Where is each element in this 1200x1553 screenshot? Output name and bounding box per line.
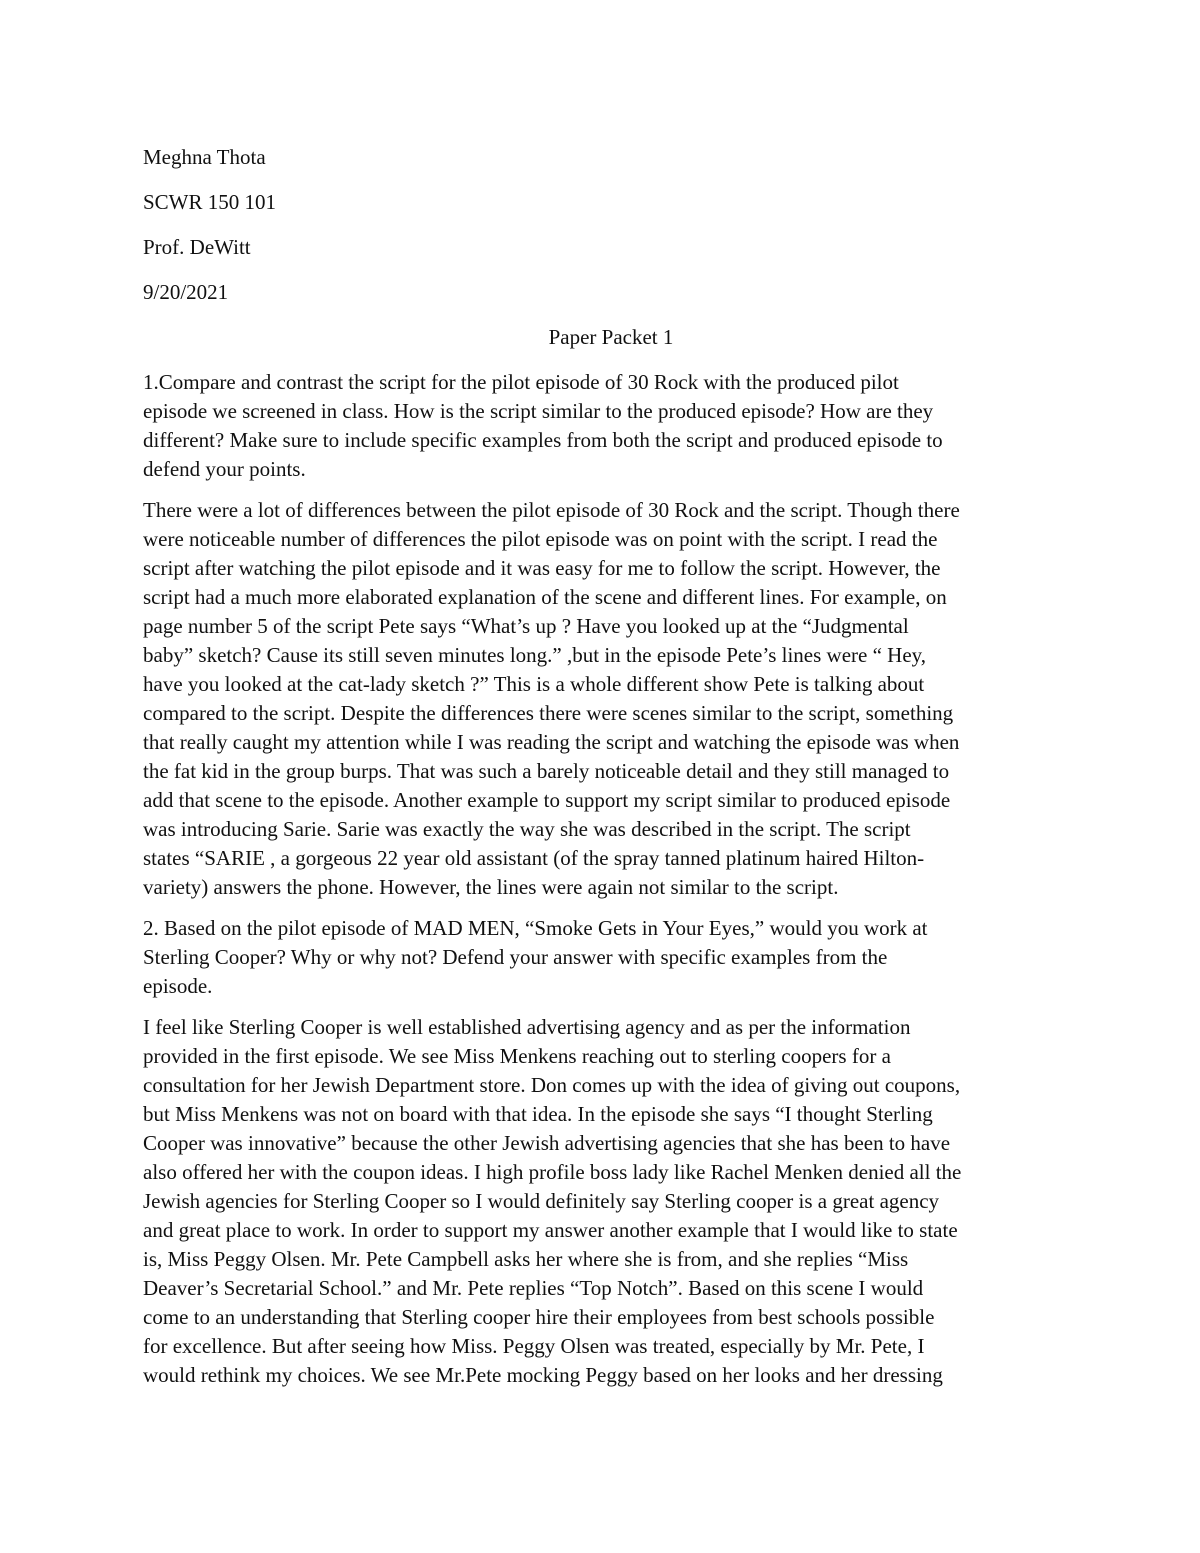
text-line: episode. — [143, 974, 213, 998]
text-line: script after watching the pilot episode and it was easy for me to follow the script. However, the — [143, 556, 941, 580]
text-line: page number 5 of the script Pete says “What’s up ? Have you looked up at the “Judgmental — [143, 614, 909, 638]
text-line: I feel like Sterling Cooper is well established advertising agency and as per the information — [143, 1015, 911, 1039]
text-line: compared to the script. Despite the differences there were scenes similar to the script, something — [143, 701, 954, 725]
text-line: was introducing Sarie. Sarie was exactly the way she was described in the script. The script — [143, 817, 911, 841]
text-line: is, Miss Peggy Olsen. Mr. Pete Campbell asks her where she is from, and she replies “Miss — [143, 1247, 909, 1271]
text-line: Cooper was innovative” because the other Jewish advertising agencies that she has been to have — [143, 1131, 951, 1155]
text-line: were noticeable number of differences the pilot episode was on point with the script. I read the — [143, 527, 938, 551]
text-line: for excellence. But after seeing how Miss. Peggy Olsen was treated, especially by Mr. Pete, I — [143, 1334, 925, 1358]
text-line: Jewish agencies for Sterling Cooper so I would definitely say Sterling cooper is a great agency — [143, 1189, 940, 1213]
question-paragraph — [143, 368, 1063, 484]
text-line: the fat kid in the group burps. That was such a barely noticeable detail and they still managed to — [143, 759, 950, 783]
text-line: consultation for her Jewish Department store. Don comes up with the idea of giving out coupons, — [143, 1073, 961, 1097]
course-code: SCWR 150 101 — [143, 190, 277, 214]
text-line: script had a much more elaborated explanation of the scene and different lines. For example, on — [143, 585, 947, 609]
text-line: episode we screened in class. How is the script similar to the produced episode? How are they — [143, 399, 934, 423]
text-line: variety) answers the phone. However, the lines were again not similar to the script. — [143, 875, 839, 899]
text-line: different? Make sure to include specific examples from both the script and produced episode to — [143, 428, 943, 452]
text-line: Sterling Cooper? Why or why not? Defend your answer with specific examples from the — [143, 945, 888, 969]
text-line: baby” sketch? Cause its still seven minutes long.” ,but in the episode Pete’s lines were “ Hey, — [143, 643, 927, 667]
text-line: have you looked at the cat-lady sketch ?” This is a whole different show Pete is talking about — [143, 672, 925, 696]
text-line: that really caught my attention while I was reading the script and watching the episode was when — [143, 730, 960, 754]
answer-paragraph — [143, 1013, 1063, 1390]
text-line: but Miss Menkens was not on board with that idea. In the episode she says “I thought Sterling — [143, 1102, 933, 1126]
text-line: There were a lot of differences between the pilot episode of 30 Rock and the script. Though there — [143, 498, 960, 522]
author-name: Meghna Thota — [143, 145, 266, 169]
document-body — [143, 368, 1063, 1402]
text-line: and great place to work. In order to support my answer another example that I would like to state — [143, 1218, 958, 1242]
text-line: would rethink my choices. We see Mr.Pete mocking Peggy based on her looks and her dressing — [143, 1363, 943, 1387]
document-date: 9/20/2021 — [143, 280, 229, 304]
text-line: provided in the first episode. We see Miss Menkens reaching out to sterling coopers for a — [143, 1044, 891, 1068]
text-line: add that scene to the episode. Another example to support my script similar to produced episode — [143, 788, 951, 812]
text-line: 1.Compare and contrast the script for the pilot episode of 30 Rock with the produced pilot — [143, 370, 899, 394]
text-line: Deaver’s Secretarial School.” and Mr. Pete replies “Top Notch”. Based on this scene I would — [143, 1276, 924, 1300]
professor-name: Prof. DeWitt — [143, 235, 251, 259]
text-line: come to an understanding that Sterling cooper hire their employees from best schools possible — [143, 1305, 935, 1329]
text-line: defend your points. — [143, 457, 306, 481]
text-line: 2. Based on the pilot episode of MAD MEN, “Smoke Gets in Your Eyes,” would you work at — [143, 916, 928, 940]
text-line: also offered her with the coupon ideas. I high profile boss lady like Rachel Menken denied all the — [143, 1160, 962, 1184]
answer-paragraph — [143, 496, 1063, 902]
text-line: states “SARIE , a gorgeous 22 year old assistant (of the spray tanned platinum haired Hilton- — [143, 846, 925, 870]
document-title: Paper Packet 1 — [548, 325, 674, 349]
question-paragraph — [143, 914, 1063, 1001]
